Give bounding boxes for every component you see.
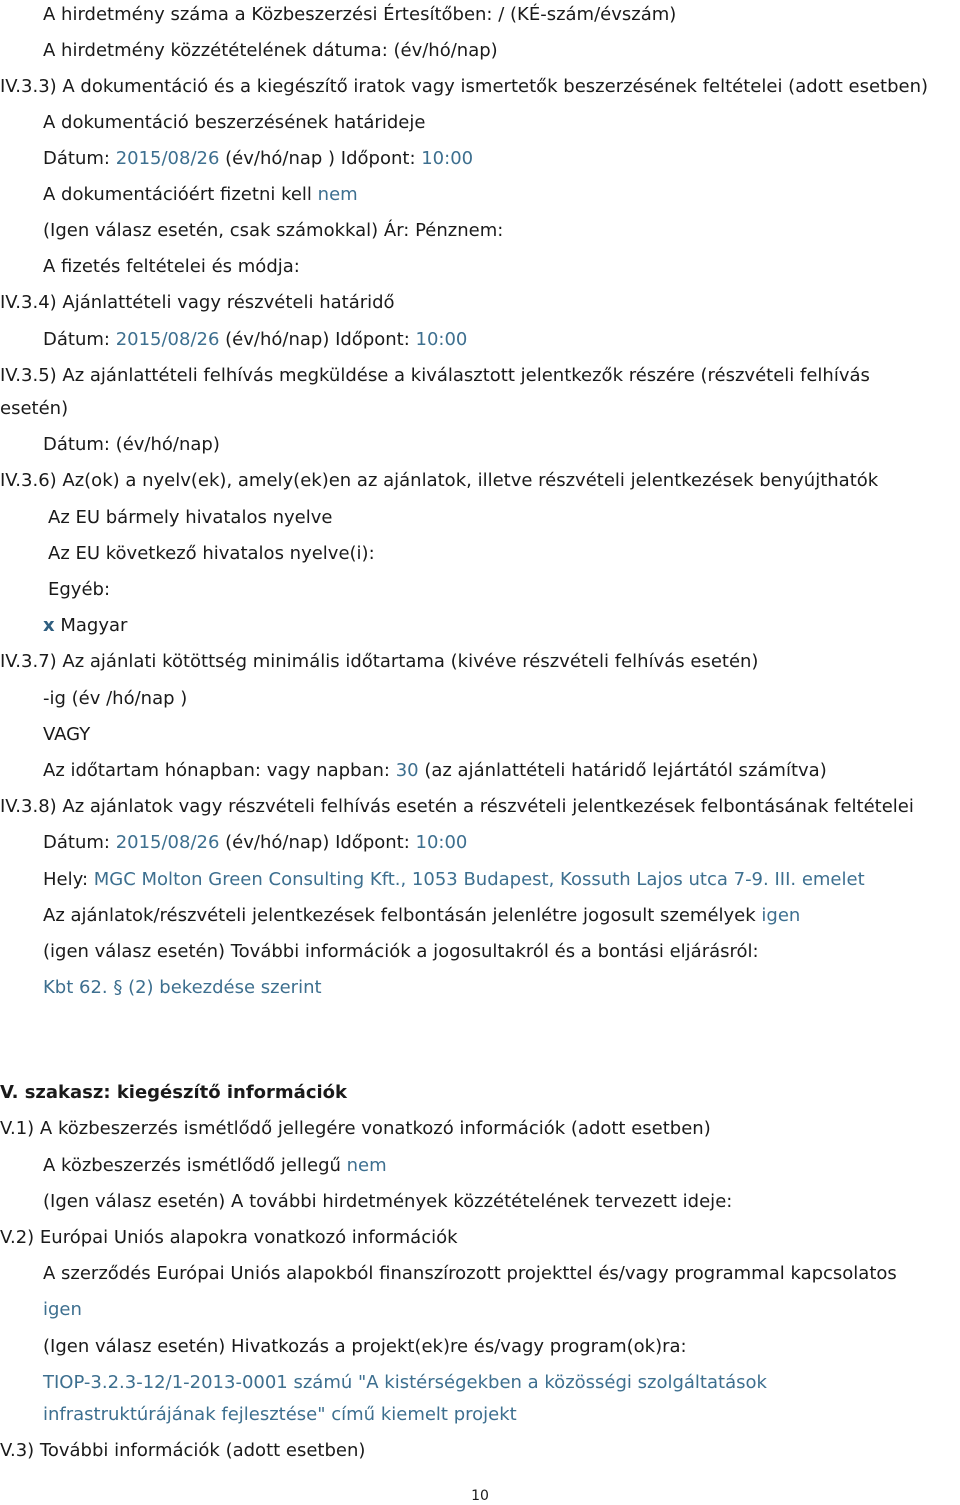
section-v-2-heading: V.2) Európai Uniós alapokra vonatkozó információk — [0, 1227, 458, 1248]
recurring-value: nem — [346, 1155, 387, 1176]
fee-label: A dokumentációért fizetni kell — [43, 184, 318, 205]
opening-place-line — [43, 869, 865, 891]
fee-value: nem — [317, 184, 358, 205]
recurring-line — [43, 1155, 387, 1177]
price-line: (Igen válasz esetén, csak számokkal) Ár: Pénznem: — [43, 220, 504, 241]
place-value: MGC Molton Green Consulting Kft., 1053 Budapest, Kossuth Lajos utca 7-9. III. emelet — [93, 869, 865, 890]
project-reference-label: (Igen válasz esetén) Hivatkozás a projekt(ek)re és/vagy program(ok)ra: — [43, 1336, 687, 1357]
date-label: Dátum: — [43, 329, 116, 350]
time-label: (év/hó/nap) Időpont: — [219, 832, 416, 853]
place-label: Hely: — [43, 869, 94, 890]
language-selected-hungarian — [43, 615, 127, 637]
date-value: 2015/08/26 — [115, 832, 220, 853]
notice-number-line: A hirdetmény száma a Közbeszerzési Értesítőben: / (KÉ-szám/évszám) — [43, 4, 677, 25]
documentation-fee-line — [43, 184, 358, 206]
eu-funds-question-line: A szerződés Európai Uniós alapokból finanszírozott projekttel és/vagy programmal kapcsolatos — [43, 1263, 897, 1284]
opening-info-label: (igen válasz esetén) További információk a jogosultakról és a bontási eljárásról: — [43, 941, 759, 962]
attendance-value: igen — [761, 905, 801, 926]
publication-date-line: A hirdetmény közzétételének dátuma: (év/hó/nap) — [43, 40, 498, 61]
date-label: Dátum: — [43, 832, 116, 853]
documentation-date-line — [43, 148, 473, 170]
duration-label: Az időtartam hónapban: vagy napban: — [43, 760, 396, 781]
language-option-any-eu: Az EU bármely hivatalos nyelve — [48, 507, 333, 528]
section-iv-3-4-heading: IV.3.4) Ajánlattételi vagy részvételi határidő — [0, 292, 395, 313]
attendance-label: Az ajánlatok/részvételi jelentkezések felbontásán jelenlétre jogosult személyek — [43, 905, 762, 926]
section-v-title: V. szakasz: kiegészítő információk — [0, 1082, 348, 1103]
section-v-1-heading: V.1) A közbeszerzés ismétlődő jellegére vonatkozó információk (adott esetben) — [0, 1118, 711, 1139]
section-iv-3-7-heading: IV.3.7) Az ajánlati kötöttség minimális időtartama (kivéve részvételi felhívás esetén) — [0, 651, 759, 672]
validity-until-line: -ig (év /hó/nap ) — [43, 688, 188, 709]
payment-terms-line: A fizetés feltételei és módja: — [43, 256, 300, 277]
invitation-date-line: Dátum: (év/hó/nap) — [43, 434, 220, 455]
tender-deadline-date-line — [43, 329, 467, 351]
project-reference-value: TIOP-3.2.3-12/1-2013-0001 számú "A kistérségekben a közösségi szolgáltatások — [43, 1372, 767, 1393]
page-number: 10 — [471, 1488, 489, 1504]
duration-value: 30 — [395, 760, 419, 781]
language-name: Magyar — [54, 615, 128, 636]
date-label: Dátum: — [43, 148, 116, 169]
section-iv-3-8-heading: IV.3.8) Az ajánlatok vagy részvételi felhívás esetén a részvételi jelentkezések felbontásának feltételei — [0, 796, 914, 817]
opening-attendance-line — [43, 905, 800, 927]
validity-duration-line — [43, 760, 827, 782]
language-option-eu-specific: Az EU következő hivatalos nyelve(i): — [48, 543, 375, 564]
duration-suffix: (az ajánlattételi határidő lejártától számítva) — [418, 760, 827, 781]
section-v-3-heading: V.3) További információk (adott esetben) — [0, 1440, 366, 1461]
project-reference-value-cont: infrastruktúrájának fejlesztése" című kiemelt projekt — [43, 1404, 517, 1425]
section-iv-3-3-heading: IV.3.3) A dokumentáció és a kiegészítő iratok vagy ismertetők beszerzésének feltételei (adott esetben) — [0, 76, 929, 97]
section-iv-3-6-heading: IV.3.6) Az(ok) a nyelv(ek), amely(ek)en az ajánlatok, illetve részvételi jelentkezések benyújthatók — [0, 470, 879, 491]
or-label: VAGY — [43, 724, 91, 745]
opening-date-line — [43, 832, 467, 854]
time-label: (év/hó/nap) Időpont: — [219, 329, 416, 350]
time-label: (év/hó/nap ) Időpont: — [219, 148, 422, 169]
recurring-timing-line: (Igen válasz esetén) A további hirdetmények közzétételének tervezett ideje: — [43, 1191, 733, 1212]
date-value: 2015/08/26 — [115, 329, 220, 350]
language-option-other: Egyéb: — [48, 579, 111, 600]
checked-mark-icon: x — [43, 615, 55, 636]
time-value: 10:00 — [415, 832, 468, 853]
opening-info-value: Kbt 62. § (2) bekezdése szerint — [43, 977, 322, 998]
time-value: 10:00 — [415, 329, 468, 350]
documentation-deadline-label: A dokumentáció beszerzésének határideje — [43, 112, 426, 133]
eu-funds-answer: igen — [43, 1299, 82, 1320]
time-value: 10:00 — [421, 148, 474, 169]
date-value: 2015/08/26 — [115, 148, 220, 169]
section-iv-3-5-heading: IV.3.5) Az ajánlattételi felhívás megküldése a kiválasztott jelentkezők részére (részvételi felhívás — [0, 365, 870, 386]
recurring-label: A közbeszerzés ismétlődő jellegű — [43, 1155, 347, 1176]
section-iv-3-5-heading-cont: esetén) — [0, 398, 69, 419]
